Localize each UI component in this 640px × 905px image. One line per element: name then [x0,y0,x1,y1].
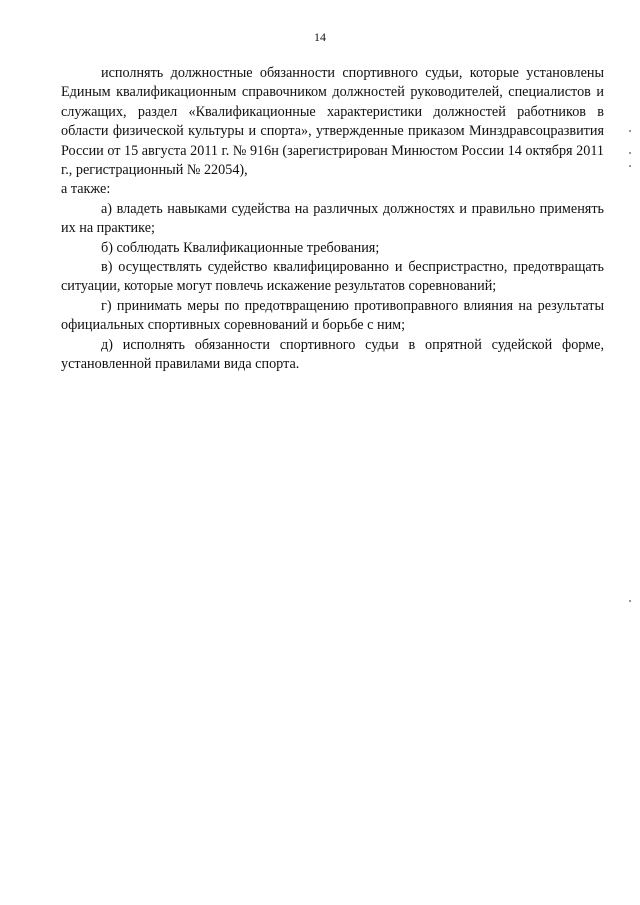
page-number: 14 [314,30,326,44]
list-item-v: в) осуществлять судейство квалифицированно и беспристрастно, предотвращать ситуации, которые могут повлечь искажение результатов соревнований; [61,259,604,295]
paragraph-also: а также: [61,181,111,198]
list-item-a: а) владеть навыками судейства на различных должностях и правильно применять их на практике; [61,200,604,237]
list-item-g: г) принимать меры по предотвращению противоправного влияния на результаты официальных спортивных соревнований и борьбе с ним; [61,297,604,334]
list-item-b: б) соблюдать Квалификационные требования; [101,239,380,256]
paragraph-intro: исполнять должностные обязанности спортивного судьи, которые установлены Единым квалификационным справочником должностей руководителей, специалистов и служащих, раздел «Квалификационные характеристики должностей работников в области физической культуры и спорта», утвержденные приказом Минздравсоцразвития России от 15 августа 2011 г. № 916н (зарегистрирован Минюстом России 14 октября 2011 г., регистрационный № 22054), [61,65,604,179]
scan-noise-marks [629,130,632,610]
document-body [61,64,604,375]
list-item-d: д) исполнять обязанности спортивного судьи в опрятной судейской форме, установленной правилами вида спорта. [61,336,604,373]
